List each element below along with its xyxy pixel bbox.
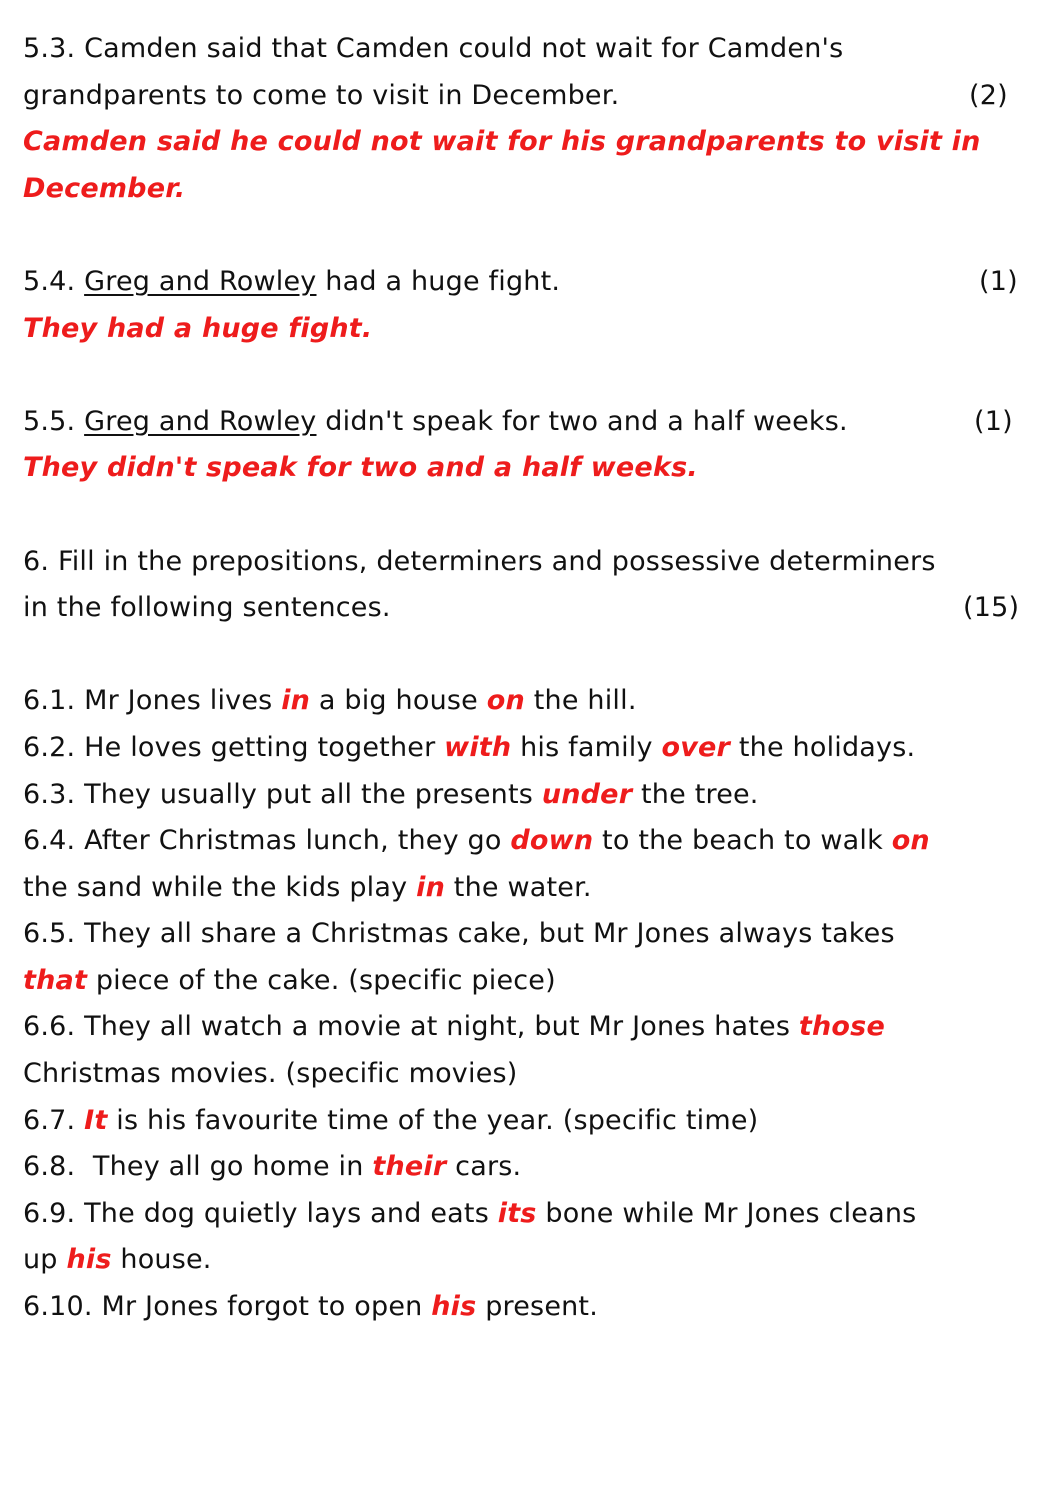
sentence-text: up (23, 1244, 67, 1276)
sentence-text: present. (476, 1291, 599, 1323)
sentence-text: 6.5. They all share a Christmas cake, but Mr Jones always takes (23, 918, 895, 950)
answer-text: They didn't speak for two and a half weeks. (23, 452, 698, 484)
answer-word: their (372, 1151, 447, 1183)
sentence-text: 6.4. After Christmas lunch, they go (23, 825, 511, 857)
question-text: in the following sentences. (23, 592, 391, 624)
sentence-6-9-line-2 (23, 1237, 1019, 1284)
question-6-line-2 (23, 585, 1019, 632)
sentence-6-10 (23, 1284, 1019, 1331)
underlined-subject: Greg and Rowley (84, 265, 317, 297)
sentence-6-8 (23, 1144, 1019, 1191)
answer-text: They had a huge fight. (23, 312, 373, 344)
spacer (23, 212, 1019, 259)
underlined-subject: Greg and Rowley (84, 405, 317, 437)
answer-text: December. (23, 172, 186, 204)
answer-word: over (661, 731, 731, 763)
sentence-text: is his favourite time of the year. (specific time) (107, 1104, 759, 1136)
sentence-text: 6.7. (23, 1104, 85, 1136)
sentence-text: the hill. (524, 685, 637, 717)
sentence-text: 6.1. Mr Jones lives (23, 685, 282, 717)
question-5-3-line-1 (23, 26, 1019, 73)
sentence-text: house. (111, 1244, 212, 1276)
question-text: grandparents to come to visit in December. (23, 79, 620, 111)
answer-word: his (431, 1291, 477, 1323)
question-number: 5.4. (23, 265, 85, 297)
sentence-text: 6.2. He loves getting together (23, 731, 445, 763)
sentence-6-4-line-1 (23, 818, 1019, 865)
answer-word: in (416, 871, 445, 903)
sentence-text: 6.8. They all go home in (23, 1151, 373, 1183)
answer-5-5 (23, 445, 1019, 492)
sentence-6-5-line-2 (23, 958, 1019, 1005)
answer-5-3-line-1 (23, 119, 1019, 166)
sentence-text: to the beach to walk (593, 825, 892, 857)
question-text: didn't speak for two and a half weeks. (316, 405, 848, 437)
sentence-text: piece of the cake. (specific piece) (87, 964, 556, 996)
sentence-text: 6.6. They all watch a movie at night, but Mr Jones hates (23, 1011, 799, 1043)
sentence-text: cars. (446, 1151, 522, 1183)
answer-text: Camden said he could not wait for his grandparents to visit in (23, 126, 981, 158)
sentence-6-6-line-2 (23, 1051, 1019, 1098)
sentence-6-5-line-1 (23, 911, 1019, 958)
question-text: 6. Fill in the prepositions, determiners and possessive determiners (23, 545, 936, 577)
sentence-text: 6.3. They usually put all the presents (23, 778, 542, 810)
answer-word: under (541, 778, 633, 810)
answer-word: with (444, 731, 512, 763)
sentence-text: a big house (310, 685, 487, 717)
marks-label: (1) (979, 265, 1018, 297)
sentence-text: 6.10. Mr Jones forgot to open (23, 1291, 432, 1323)
answer-word: its (497, 1197, 537, 1229)
answer-5-3-line-2 (23, 166, 1019, 213)
sentence-6-7 (23, 1098, 1019, 1145)
sentence-text: 6.9. The dog quietly lays and eats (23, 1197, 498, 1229)
question-5-5 (23, 399, 1019, 446)
spacer (23, 352, 1019, 399)
sentence-6-6-line-1 (23, 1004, 1019, 1051)
sentence-6-1 (23, 678, 1019, 725)
answer-word: on (891, 825, 930, 857)
answer-word: in (281, 685, 311, 717)
answer-word: those (798, 1011, 885, 1043)
question-5-4 (23, 259, 1019, 306)
spacer (23, 492, 1019, 539)
sentence-text: the holidays. (730, 731, 916, 763)
question-text: 5.3. Camden said that Camden could not wait for Camden's (23, 33, 844, 64)
sentence-text: the sand while the kids play (23, 871, 417, 903)
sentence-6-4-line-2 (23, 865, 1019, 912)
sentence-text: the tree. (632, 778, 759, 810)
worksheet-page (23, 26, 1019, 1331)
marks-label: (2) (969, 79, 1008, 111)
answer-word: It (84, 1104, 108, 1136)
question-text: had a huge fight. (316, 265, 561, 297)
answer-5-4 (23, 306, 1019, 353)
answer-word: that (23, 964, 88, 996)
marks-label: (1) (974, 405, 1013, 437)
question-5-3-line-2 (23, 73, 1019, 120)
sentence-text: bone while Mr Jones cleans (536, 1197, 917, 1229)
sentence-text: the water. (445, 871, 592, 903)
sentence-6-9-line-1 (23, 1191, 1019, 1238)
marks-label: (15) (963, 592, 1020, 624)
sentence-6-3 (23, 772, 1019, 819)
sentence-6-2 (23, 725, 1019, 772)
spacer (23, 632, 1019, 679)
question-6-line-1 (23, 539, 1019, 586)
sentence-text: Christmas movies. (specific movies) (23, 1058, 518, 1090)
question-number: 5.5. (23, 405, 85, 437)
sentence-text: his family (511, 731, 662, 763)
answer-word: on (486, 685, 525, 717)
answer-word: down (510, 825, 594, 857)
answer-word: his (66, 1244, 112, 1276)
